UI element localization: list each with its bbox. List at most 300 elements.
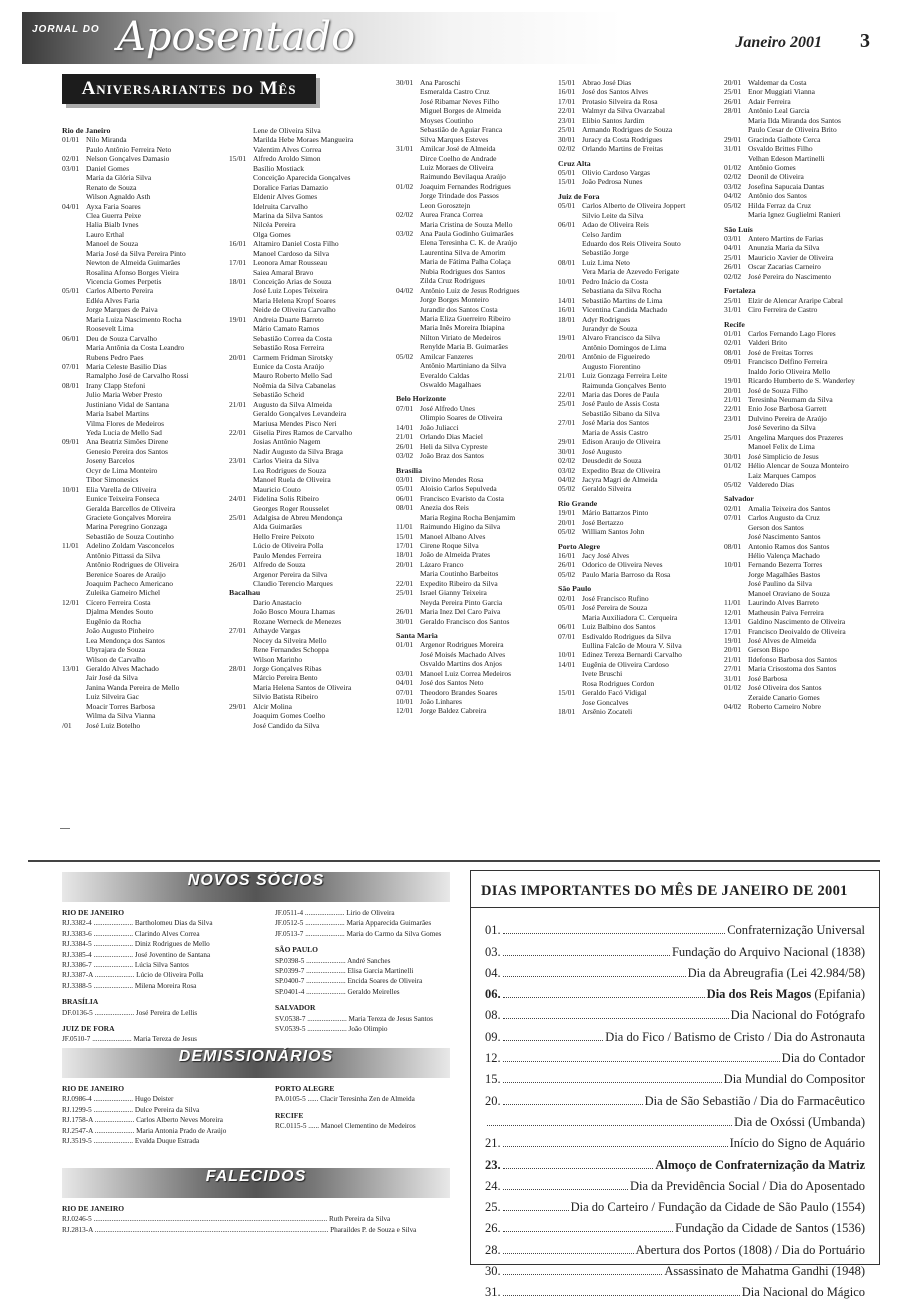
birth-date: 04/02: [558, 474, 576, 484]
birthday-entry: [396, 276, 556, 285]
member-name: José Candido da Silva: [253, 720, 320, 730]
member-id: SP.0401-4: [275, 987, 305, 996]
birthday-entry: [229, 494, 394, 503]
day-number: 23.: [485, 1157, 501, 1172]
member-name: José Augusto: [582, 446, 622, 456]
birthday-column-2: [229, 126, 394, 730]
member-name: Conceição Arias de Souza: [253, 277, 332, 286]
member-name: José dos Santos Alves: [582, 87, 649, 97]
member-name: Eugênia de Oliveira Cardoso: [582, 659, 669, 669]
birthday-entry: [62, 683, 227, 692]
birthday-entry: [724, 513, 884, 522]
leader-dots: ......................: [91, 1105, 135, 1114]
birth-date: 27/01: [229, 626, 247, 636]
birth-date: 01/01: [62, 135, 80, 145]
birthday-entry: [396, 163, 556, 172]
birth-date: 19/01: [229, 314, 247, 324]
member-id: RJ.1299-5: [62, 1105, 92, 1114]
birth-date: 23/01: [558, 115, 576, 125]
birthday-entry: [558, 296, 721, 305]
birthday-entry: [558, 508, 721, 517]
birthday-entry: [396, 669, 556, 678]
birth-date: 01/02: [724, 683, 742, 693]
birthday-entry: [724, 608, 884, 617]
member-name: Joaquim Pacheco Americano: [86, 579, 174, 588]
region-heading: SALVADOR: [275, 1003, 316, 1013]
member-name: Esmeralda Castro Cruz: [420, 87, 490, 97]
member-name: José Pereira de Souza: [582, 603, 648, 613]
birthday-entry: [724, 395, 884, 404]
birthday-entry: [396, 172, 556, 181]
member-name: Deu de Souza Carvalho: [86, 333, 158, 343]
member-name: Laiz Marques Campos: [748, 470, 816, 480]
member-name: Celso Jardim: [582, 229, 622, 239]
page-number: 3: [860, 30, 870, 52]
member-name: Maria Cristina de Souza Mello: [420, 219, 513, 229]
member-name: Antônio Luiz de Jesus Rodrigues: [420, 285, 520, 295]
member-name: Deonil de Oliveira: [748, 172, 804, 182]
member-id: RJ.1758-A: [62, 1116, 93, 1125]
birth-date: 13/01: [724, 617, 742, 627]
birth-date: 18/01: [558, 314, 576, 324]
member-name: Francisco Evaristo da Costa: [420, 493, 504, 503]
masthead-small: JORNAL DO: [32, 24, 100, 35]
birthday-entry: [558, 613, 721, 622]
member-entry: [275, 1094, 455, 1104]
member-name: Ocyr de Lima Monteiro: [86, 465, 158, 475]
member-name: Abrao José Dias: [582, 78, 632, 87]
birthday-entry: [396, 87, 556, 96]
birthday-entry: [229, 617, 394, 626]
leader-dots: ......................: [92, 1116, 137, 1125]
member-name: Armando Rodrigues de Souza: [582, 125, 673, 135]
member-name: Eduardo dos Reis Oliveira Souto: [582, 239, 681, 248]
birthday-entry: [62, 447, 227, 456]
birth-date: 15/01: [229, 154, 247, 164]
birth-date: 05/02: [396, 351, 414, 361]
birth-date: 06/01: [558, 622, 576, 632]
birthday-entry: [62, 617, 227, 626]
member-name: Everaldo Caldas: [420, 370, 470, 380]
member-entry: [62, 1136, 262, 1146]
birthday-entry: [229, 362, 394, 371]
member-name: Mário Battarzos Pinto: [582, 508, 649, 518]
member-name: Sebastião de Souza Coutinho: [86, 531, 174, 541]
member-name: Mauricio Xavier de Oliveira: [748, 252, 834, 262]
birth-date: 01/02: [724, 461, 742, 471]
member-name: Manoel de Souza: [86, 239, 139, 249]
birthday-entry: [229, 570, 394, 579]
birth-date: 06/01: [62, 333, 80, 343]
birth-date: 19/01: [558, 508, 576, 518]
birthday-entry: [724, 367, 884, 376]
leader-dots: ......................: [91, 919, 135, 928]
birth-date: 03/01: [396, 474, 414, 484]
birthday-entry: [62, 324, 227, 333]
member-name: Adao de Oliveira Reis: [582, 220, 649, 230]
member-name: Sebastião Jorge: [582, 248, 629, 258]
birthday-entry: [229, 239, 394, 248]
birth-date: 04/01: [724, 243, 742, 253]
birthday-entry: [396, 314, 556, 323]
member-name: Raimundo Higino da Silva: [420, 522, 501, 532]
birthday-entry: [396, 413, 556, 422]
birthday-entry: [229, 126, 394, 135]
birthday-entry: [558, 698, 721, 707]
birthday-entry: [558, 679, 721, 688]
leader-dots: ......................: [91, 961, 135, 970]
birthday-entry: [62, 466, 227, 475]
member-name: Carlos Alberto Pereira: [86, 286, 154, 296]
city-heading: Rio Grande: [558, 498, 598, 508]
birthday-entry: [558, 135, 721, 144]
birth-date: 10/01: [724, 560, 742, 570]
birthday-entry: [229, 230, 394, 239]
birthday-entry: [724, 106, 884, 115]
birth-date: 25/01: [724, 295, 742, 305]
birth-date: 16/01: [558, 87, 576, 97]
member-name: Maria Auxiliadora C. Cerqueira: [582, 612, 678, 622]
member-name: Ana Paula Godinho Guimarães: [420, 229, 514, 238]
birthday-entry: [558, 258, 721, 267]
birth-date: 30/01: [396, 78, 414, 87]
birthday-entry: [62, 494, 227, 503]
member-name: Leonora Amar Rousseau: [253, 258, 328, 268]
birth-date: 25/01: [396, 588, 414, 598]
birth-date: 03/02: [724, 181, 742, 191]
birthday-entry: [396, 361, 556, 370]
birthday-entry: [62, 343, 227, 352]
birthday-entry: [724, 598, 884, 607]
member-name: Ana Paroschi: [420, 78, 461, 87]
birth-date: 29/01: [558, 437, 576, 447]
birthday-entry: [724, 532, 884, 541]
birth-date: 07/01: [724, 513, 742, 523]
birthday-entry: [229, 579, 394, 588]
birthday-column-5: [724, 78, 884, 711]
member-name: Velhan Edeson Martinelli: [748, 153, 825, 163]
member-entry: [275, 1024, 455, 1034]
member-name: Argenor Pereira da Silva: [253, 569, 328, 579]
birthday-entry: [396, 541, 556, 550]
leader-dots: ..................................................................................................................................: [92, 1225, 331, 1234]
birthday-entry: [396, 182, 556, 191]
birth-date: 10/01: [396, 697, 414, 706]
birth-date: 17/01: [558, 96, 576, 106]
important-day: [485, 1002, 865, 1023]
member-name: Miguel Borges de Almeida: [420, 106, 501, 116]
member-id: RJ.2813-A: [62, 1225, 93, 1234]
birthday-entry: [558, 603, 721, 612]
birthday-entry: [396, 588, 556, 597]
birth-date: 05/01: [558, 201, 576, 211]
member-name: Milena Moreira Rosa: [134, 981, 197, 990]
member-name: Maria Tereza de Jesus Santos: [348, 1014, 433, 1023]
day-number: 31.: [485, 1285, 501, 1300]
member-entry: [62, 939, 262, 949]
birthday-entry: [724, 433, 884, 442]
birthday-entry: [62, 296, 227, 305]
day-number: 12.: [485, 1051, 501, 1066]
birthday-entry: [62, 277, 227, 286]
day-description: Dia do Contador: [781, 1051, 865, 1066]
birth-date: 09/01: [724, 357, 742, 367]
member-name: José Ribamar Neves Filho: [420, 96, 499, 106]
member-name: Adelino Zoldam Vasconcelos: [86, 541, 175, 551]
birthday-entry: [724, 97, 884, 106]
birthday-entry: [229, 390, 394, 399]
member-name: Manoel Ruela de Oliveira: [253, 475, 331, 485]
member-name: Gracinda Galhote Cerca: [748, 134, 821, 144]
birth-date: 21/01: [396, 432, 414, 442]
birth-date: 18/01: [229, 277, 247, 286]
member-entry: [62, 1034, 262, 1044]
member-name: Mariusa Mendes Pisco Neri: [253, 418, 337, 428]
member-name: Carlos Fernando Lago Flores: [748, 328, 836, 338]
birthday-entry: [724, 414, 884, 423]
birthday-entry: [62, 173, 227, 182]
member-name: Luiz Balbino dos Santos: [582, 622, 656, 632]
member-name: Paulo Mendes Ferreira: [253, 550, 322, 560]
leader-dots: [503, 1146, 728, 1147]
member-name: Inaldo Jorio Oliveira Mello: [748, 366, 831, 376]
birthday-entry: [558, 466, 721, 475]
birth-date: 05/02: [558, 527, 576, 537]
birthday-entry: [62, 664, 227, 673]
member-name: Geraldo Meirelles: [347, 987, 400, 996]
birthday-entry: [396, 257, 556, 266]
member-name: Odorico de Oliveira Neves: [582, 560, 663, 570]
birth-date: 09/01: [62, 437, 80, 447]
important-day: [485, 1130, 865, 1151]
city-heading: Cruz Alta: [558, 158, 591, 168]
birthday-entry: [724, 589, 884, 598]
member-name: Justiniano Vidal de Santana: [86, 399, 169, 409]
birthday-entry: [396, 352, 556, 361]
birthday-entry: [229, 626, 394, 635]
birth-date: 13/01: [62, 663, 80, 673]
novos-socios-title: NOVOS SÓCIOS: [62, 872, 450, 902]
birthday-entry: [724, 125, 884, 134]
birthday-entry: [724, 683, 884, 692]
member-name: Antônio Gomes: [748, 162, 796, 172]
member-name: Aloisio Carlos Sepulveda: [420, 484, 497, 494]
birthday-entry: [62, 315, 227, 324]
member-name: Esdivaldo Rodrigues da Silva: [582, 631, 671, 641]
birthday-entry: [724, 338, 884, 347]
birthday-entry: [229, 664, 394, 673]
birth-date: 17/01: [229, 258, 247, 268]
member-name: Edinez Tereza Bernardi Carvalho: [582, 650, 682, 660]
birthday-entry: [62, 305, 227, 314]
birthday-entry: [558, 343, 721, 352]
member-entry: [62, 918, 262, 928]
member-name: Geraldo Silveira: [582, 484, 632, 494]
birthday-entry: [396, 135, 556, 144]
birthday-entry: [724, 172, 884, 181]
birth-date: 11/01: [396, 522, 413, 532]
issue-date: Janeiro 2001: [735, 34, 822, 51]
member-name: Silvio Batista Ribeiro: [253, 692, 318, 702]
section-divider: [28, 860, 880, 862]
member-name: Hilda Ferraz da Cruz: [748, 200, 812, 210]
leader-dots: ......................: [304, 956, 348, 965]
day-note: (Epifania): [811, 987, 865, 1002]
birth-date: 07/01: [396, 403, 414, 413]
birthday-entry: [396, 697, 556, 706]
member-entry: [275, 918, 455, 928]
member-id: SV.0538-7: [275, 1014, 306, 1023]
member-name: Carlos Vieira da Silva: [253, 456, 319, 466]
member-name: Manoel Clementino de Medeiros: [320, 1122, 416, 1131]
member-name: Lene de Oliveira Silva: [253, 126, 321, 135]
member-name: Georges Roger Rousselet: [253, 503, 330, 513]
member-name: Nilo Miranda: [86, 135, 127, 145]
member-id: RC.0115-5: [275, 1122, 307, 1131]
birth-date: 15/01: [558, 688, 576, 698]
member-name: Maria Apparecida Guimarães: [346, 919, 432, 928]
day-number: 26.: [485, 1221, 501, 1236]
member-name: Elzir de Alencar Araripe Cabral: [748, 295, 843, 305]
birthday-entry: [229, 315, 394, 324]
member-name: Orlando Martins de Freitas: [582, 144, 664, 154]
birth-date: 04/01: [62, 201, 80, 211]
member-name: Gerson Bispo: [748, 645, 790, 655]
day-number: 09.: [485, 1029, 501, 1044]
member-name: João Braz dos Santos: [420, 451, 484, 461]
important-day: [485, 1151, 865, 1172]
day-description: Dia do Carteiro / Fundação da Cidade de São Paulo (1554): [570, 1200, 865, 1215]
birthday-column-4: [558, 78, 721, 716]
important-day: [485, 1109, 865, 1130]
member-name: Lauro Erthal: [86, 229, 125, 239]
birth-date: 28/01: [229, 663, 247, 673]
day-number: 04.: [485, 965, 501, 980]
member-name: José Oliveira dos Santos: [748, 683, 822, 693]
birthday-entry: [558, 447, 721, 456]
birth-date: 25/01: [724, 87, 742, 97]
birthday-entry: [229, 135, 394, 144]
day-description: Dia Nacional do Fotógrafo: [730, 1008, 865, 1023]
birthday-entry: [724, 461, 884, 470]
birthday-entry: [558, 437, 721, 446]
birthday-entry: [724, 144, 884, 153]
member-name: Alfredo de Souza: [253, 560, 306, 570]
birthday-entry: [62, 211, 227, 220]
leader-dots: ......................: [91, 981, 135, 990]
leader-dots: [503, 997, 705, 998]
birthday-entry: [229, 456, 394, 465]
birthday-entry: [62, 428, 227, 437]
member-name: Pedro Inácio da Costa: [582, 276, 649, 286]
leader-dots: [503, 1231, 673, 1232]
leader-dots: [503, 1061, 780, 1062]
city-heading: Salvador: [724, 494, 754, 504]
member-name: Elena Teresinha C. K. de Araújo: [420, 238, 518, 248]
birthday-entry: [229, 485, 394, 494]
birthday-entry: [62, 532, 227, 541]
important-day: [485, 1215, 865, 1236]
member-name: Dulvino Pereira de Araújo: [748, 413, 827, 423]
birth-date: 31/01: [724, 305, 742, 315]
birthday-entry: [558, 518, 721, 527]
member-id: RJ.3519-5: [62, 1137, 92, 1146]
birthday-entry: [62, 334, 227, 343]
birth-date: 26/01: [396, 441, 414, 451]
member-entry: [62, 1105, 262, 1115]
member-name: Idelruita Carvalho: [253, 201, 308, 211]
birthday-entry: [558, 211, 721, 220]
birthday-entry: [229, 607, 394, 616]
birthday-entry: [558, 97, 721, 106]
member-name: Elisa Garcia Martinelli: [347, 967, 414, 976]
birthday-entry: [724, 78, 884, 87]
member-name: José Francisco Rufino: [582, 593, 649, 603]
birth-date: 07/01: [62, 361, 80, 371]
birthday-entry: [396, 640, 556, 649]
birthday-entry: [229, 381, 394, 390]
member-name: Antônio Leal Garcia: [748, 106, 810, 116]
birthday-entry: [229, 428, 394, 437]
member-name: Athayde Vargas: [253, 626, 301, 636]
demissionarios-right: [275, 1084, 455, 1132]
day-description: Dia da Previdência Social / Dia do Aposentado: [629, 1178, 865, 1193]
member-name: Angelina Marques dos Prazeres: [748, 432, 844, 442]
birthday-entry: [724, 135, 884, 144]
member-name: Maria Inez Del Caro Paiva: [420, 607, 501, 617]
member-name: Alvaro Francisco da Silva: [582, 333, 661, 343]
member-name: Raimundo Bevilaqua Araújo: [420, 172, 506, 182]
birthday-entry: [396, 144, 556, 153]
member-name: Lázaro Franco: [420, 559, 464, 569]
leader-dots: [503, 976, 686, 977]
member-name: Ildefonso Barbosa dos Santos: [748, 654, 837, 664]
member-id: RJ.3385-4: [62, 950, 92, 959]
birth-date: 31/01: [396, 144, 414, 154]
member-name: Oscar Zacarias Carneiro: [748, 262, 821, 272]
birthday-entry: [558, 201, 721, 210]
member-entry: [62, 1214, 437, 1224]
member-name: Edison Araujo de Oliveira: [582, 437, 661, 447]
leader-dots: ......................: [304, 987, 348, 996]
member-name: Ramalpho José de Carvalho Rossi: [86, 371, 189, 381]
member-name: Lea Mendonça dos Santos: [86, 635, 165, 645]
birth-date: 30/01: [396, 616, 414, 626]
birthday-entry: [724, 504, 884, 513]
member-name: Maria de Assis Castro: [582, 427, 649, 437]
birthday-entry: [62, 570, 227, 579]
birthday-entry: [724, 182, 884, 191]
birthday-entry: [396, 286, 556, 295]
birthday-entry: [558, 669, 721, 678]
important-day: [485, 917, 865, 938]
masthead-title: Aposentado: [117, 14, 356, 60]
member-name: Carlos Alberto de Oliveira Joppert: [582, 201, 686, 211]
birthday-entry: [62, 579, 227, 588]
birthday-entry: [558, 277, 721, 286]
important-day: [485, 960, 865, 981]
birthday-entry: [229, 286, 394, 295]
city-heading: Brasília: [396, 465, 422, 475]
birth-date: 26/01: [558, 560, 576, 570]
member-name: Renylde Maria B. Guimarães: [420, 342, 508, 352]
birthday-entry: [724, 542, 884, 551]
member-name: Roosevelt Lima: [86, 324, 134, 334]
member-name: Osvaldo Brittes Filho: [748, 144, 813, 154]
important-day: [485, 938, 865, 959]
birthday-entry: [62, 419, 227, 428]
day-description: Abertura dos Portos (1808) / Dia do Portuário: [635, 1242, 865, 1257]
